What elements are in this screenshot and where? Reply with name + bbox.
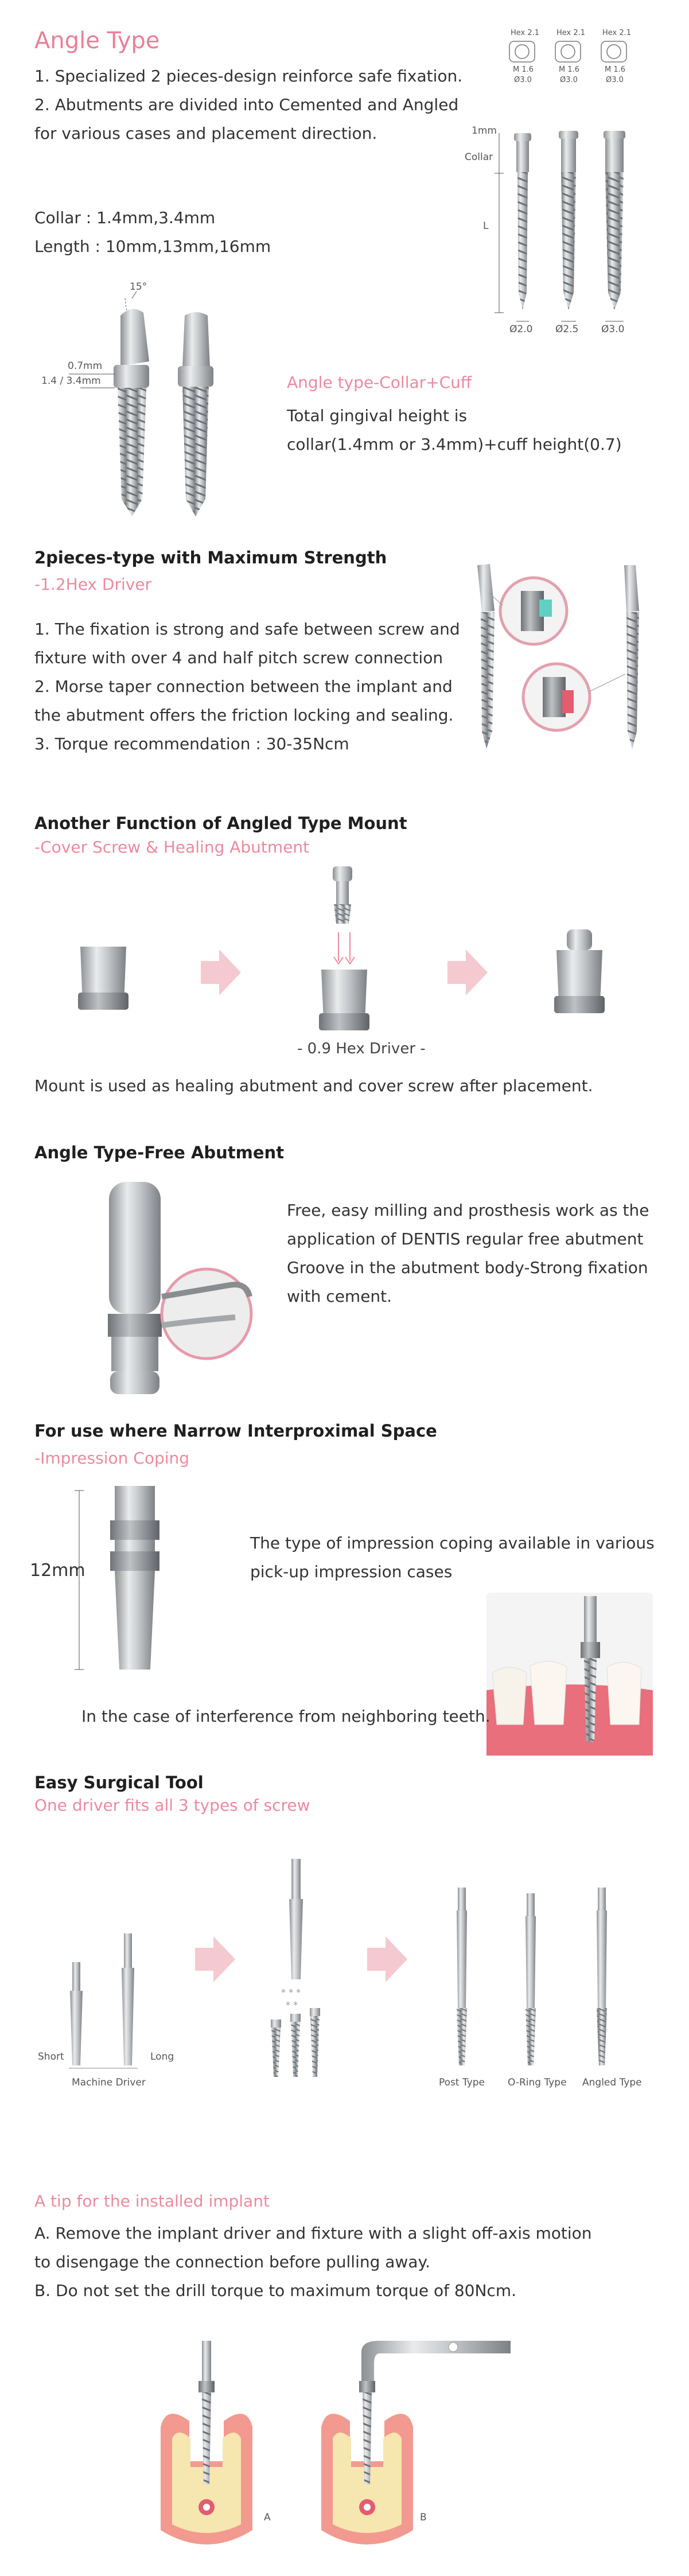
arrow-right-2 bbox=[447, 950, 488, 995]
straight-abutment bbox=[178, 312, 213, 516]
tip-item: to disengage the connection before pulling away. bbox=[34, 2252, 430, 2271]
mount-title: Another Function of Angled Type Mount bbox=[34, 814, 407, 833]
driver-with-screws bbox=[271, 1859, 320, 2077]
post-type-label: Post Type bbox=[439, 2077, 485, 2088]
teeth-illustration bbox=[486, 1593, 653, 1756]
free-abutment-line: Free, easy milling and prosthesis work as the bbox=[287, 1201, 649, 1220]
free-abutment-description bbox=[287, 1196, 649, 1311]
collar-label: Collar bbox=[465, 151, 493, 163]
two-pieces-list bbox=[34, 615, 460, 758]
spec-collar: Collar : 1.4mm,3.4mm bbox=[34, 208, 216, 227]
list-item: 1. The fixation is strong and safe between screw and bbox=[34, 620, 460, 639]
narrow-note: In the case of interference from neighboring teeth. bbox=[81, 1707, 491, 1726]
narrow-line: pick-up impression cases bbox=[250, 1562, 453, 1581]
arrow-right-4 bbox=[367, 1936, 407, 1982]
mount-base bbox=[319, 970, 369, 1030]
mount-subtitle: -Cover Screw & Healing Abutment bbox=[34, 838, 310, 857]
o-ring-type-label: O-Ring Type bbox=[508, 2077, 567, 2088]
length-label: L bbox=[483, 220, 489, 232]
arrow-right-3 bbox=[195, 1936, 235, 1982]
intro-line: 2. Abutments are divided into Cemented and Angled bbox=[34, 95, 459, 114]
angle-type-intro bbox=[34, 62, 462, 148]
hex-label: Hex 2.1 bbox=[556, 29, 586, 37]
dia-label: Ø3.0 bbox=[606, 76, 624, 84]
size-label: 12mm bbox=[30, 1561, 85, 1581]
page-title: Angle Type bbox=[34, 28, 160, 54]
surgical-subtitle: One driver fits all 3 types of screw bbox=[34, 1796, 310, 1815]
diameter-label: Ø2.0 bbox=[509, 324, 533, 335]
narrow-title: For use where Narrow Interproximal Space bbox=[34, 1421, 437, 1441]
mount-illustration bbox=[69, 861, 620, 1056]
implant-spec-diagram bbox=[459, 23, 665, 344]
free-abutment bbox=[108, 1182, 162, 1394]
angled-type-driver bbox=[597, 1888, 607, 2065]
implant-d30 bbox=[604, 131, 625, 310]
list-item: 3. Torque recommendation : 30-35Ncm bbox=[34, 734, 349, 753]
angled-abutment bbox=[114, 309, 149, 516]
arrow-right-1 bbox=[201, 950, 241, 995]
post-type-driver bbox=[457, 1888, 467, 2065]
implant-d25 bbox=[559, 131, 578, 310]
surgical-tool-illustration bbox=[34, 1847, 660, 2088]
free-abutment-title: Angle Type-Free Abutment bbox=[34, 1143, 285, 1162]
tip-illustration bbox=[155, 2341, 522, 2559]
spec-length: Length : 10mm,13mm,16mm bbox=[34, 237, 271, 256]
angle-label: 15° bbox=[130, 281, 147, 293]
two-pieces-title: 2pieces-type with Maximum Strength bbox=[34, 548, 387, 567]
cuff-line: collar(1.4mm or 3.4mm)+cuff height(0.7) bbox=[287, 435, 622, 454]
angled-type-label: Angled Type bbox=[582, 2077, 642, 2088]
tip-item: B. Do not set the drill torque to maximum torque of 80Ncm. bbox=[34, 2281, 516, 2300]
impression-coping-illustration bbox=[29, 1486, 201, 1675]
implant-d20 bbox=[514, 133, 531, 310]
diameter-label: Ø3.0 bbox=[601, 324, 625, 335]
tip-title: A tip for the installed implant bbox=[34, 2192, 270, 2211]
machine-driver-long bbox=[122, 1933, 134, 2065]
machine-driver-label: Machine Driver bbox=[72, 2077, 146, 2088]
thread-label: M 1.6 bbox=[605, 65, 626, 74]
long-label: Long bbox=[150, 2051, 174, 2063]
free-abutment-line: application of DENTIS regular free abutment bbox=[287, 1229, 644, 1248]
tip-item: A. Remove the implant driver and fixture with a slight off-axis motion bbox=[34, 2224, 592, 2243]
bone-b bbox=[321, 2341, 511, 2544]
cuff-title: Angle type-Collar+Cuff bbox=[287, 373, 472, 392]
svg-text:* *: * * bbox=[286, 1999, 298, 2010]
narrow-line: The type of impression coping available in various bbox=[250, 1534, 655, 1552]
healing-cap bbox=[78, 947, 129, 1010]
driver-label: - 0.9 Hex Driver - bbox=[297, 1040, 426, 1057]
thread-label: M 1.6 bbox=[513, 65, 534, 74]
svg-text:* * *: * * * bbox=[281, 1987, 301, 1998]
implant-left bbox=[477, 564, 495, 749]
screw-connection-illustration bbox=[465, 559, 660, 754]
list-item: 2. Morse taper connection between the implant and bbox=[34, 677, 453, 696]
list-item: fixture with over 4 and half pitch screw connection bbox=[34, 648, 443, 667]
impression-coping bbox=[110, 1486, 159, 1670]
top-view-3 bbox=[601, 41, 626, 62]
intro-line: 1. Specialized 2 pieces-design reinforce safe fixation. bbox=[34, 67, 463, 85]
angled-abutment-illustration bbox=[34, 281, 241, 522]
machine-driver-short bbox=[70, 1962, 83, 2065]
list-item: the abutment offers the friction locking and sealing. bbox=[34, 706, 454, 725]
free-abutment-illustration bbox=[98, 1182, 281, 1411]
angle-type-specs bbox=[34, 204, 271, 261]
surgical-title: Easy Surgical Tool bbox=[34, 1773, 204, 1792]
collar-dimension-label: 1.4 / 3.4mm bbox=[41, 375, 101, 387]
free-abutment-line: with cement. bbox=[287, 1287, 392, 1306]
dia-label: Ø3.0 bbox=[514, 76, 532, 84]
cuff-line: Total gingival height is bbox=[287, 406, 468, 425]
top-view-1 bbox=[509, 41, 535, 62]
cuff-dimension-label: 0.7mm bbox=[68, 360, 103, 372]
free-abutment-line: Groove in the abutment body-Strong fixation bbox=[287, 1258, 648, 1277]
mount-note: Mount is used as healing abutment and cover screw after placement. bbox=[34, 1076, 593, 1095]
hex-label: Hex 2.1 bbox=[511, 29, 540, 37]
mm-label: 1mm bbox=[472, 125, 497, 137]
cover-screw bbox=[333, 866, 352, 924]
top-view-2 bbox=[555, 41, 581, 62]
thread-label: M 1.6 bbox=[559, 65, 580, 74]
o-ring-type-driver bbox=[525, 1893, 536, 2065]
hex-label: Hex 2.1 bbox=[602, 29, 632, 37]
dia-label: Ø3.0 bbox=[560, 76, 578, 84]
narrow-description bbox=[250, 1529, 655, 1586]
assembled-mount bbox=[554, 929, 605, 1013]
label-b: B bbox=[420, 2512, 427, 2523]
narrow-subtitle: -Impression Coping bbox=[34, 1449, 190, 1468]
tip-list bbox=[34, 2219, 592, 2305]
label-a: A bbox=[264, 2512, 271, 2523]
implant-right bbox=[624, 565, 639, 749]
bone-a bbox=[161, 2341, 252, 2544]
intro-line: for various cases and placement direction. bbox=[34, 124, 377, 143]
short-label: Short bbox=[38, 2051, 64, 2063]
two-pieces-subtitle: -1.2Hex Driver bbox=[34, 575, 152, 594]
cuff-description bbox=[287, 402, 622, 459]
diameter-label: Ø2.5 bbox=[555, 324, 579, 335]
